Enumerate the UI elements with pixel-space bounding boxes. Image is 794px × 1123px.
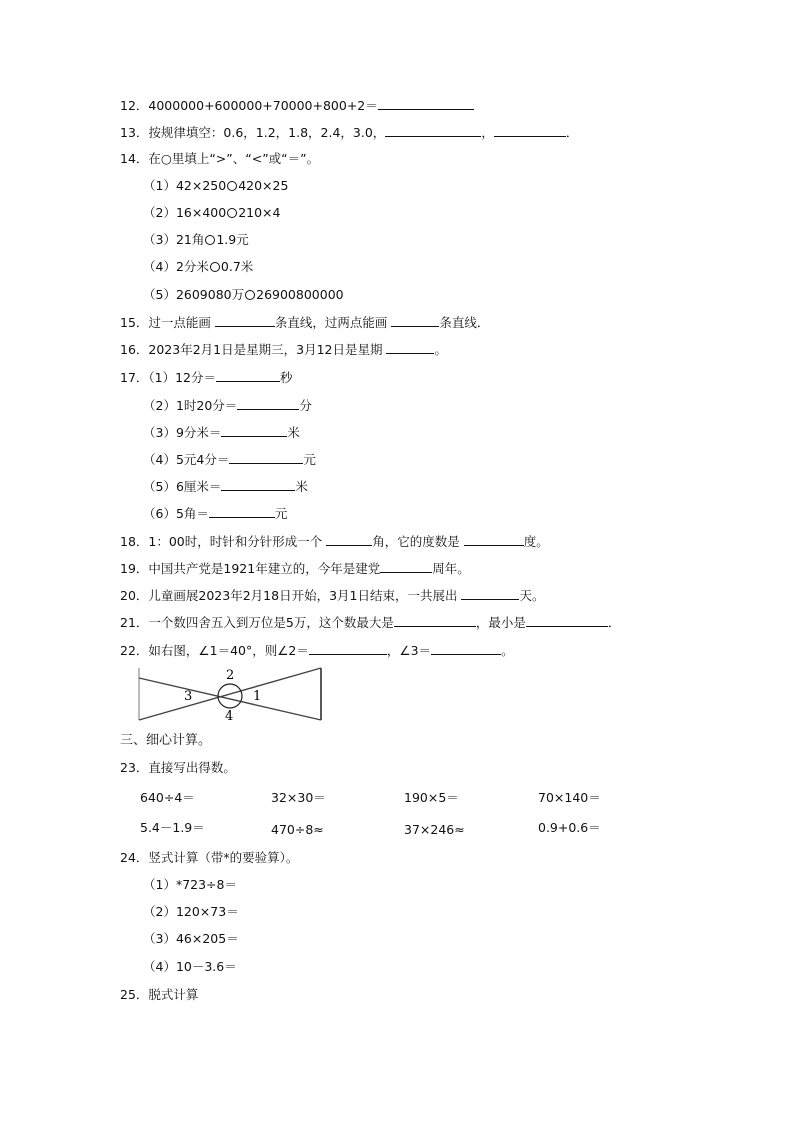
q13-end: ． — [565, 125, 579, 140]
q17-item-left: （5）6厘米＝ — [143, 479, 222, 494]
q14-item-right: 0.7米 — [220, 259, 254, 274]
q17-blank[interactable] — [237, 397, 299, 410]
q17-item-left: （6）5角＝ — [143, 506, 209, 521]
q18-blank-1[interactable] — [326, 533, 372, 546]
q18-text-a: 18．1：00时，时针和分针形成一个 — [120, 534, 327, 549]
q14-item-right: 26900800000 — [256, 287, 344, 302]
q24-item: （3）46×205＝ — [143, 931, 239, 946]
q17-blank[interactable] — [216, 369, 280, 382]
q22-text-c: 。 — [501, 643, 514, 658]
q23-title: 23．直接写出得数。 — [120, 760, 236, 775]
q21-blank-1[interactable] — [394, 614, 476, 627]
q17-item-left: 17．（1）12分＝ — [120, 370, 217, 385]
compare-circle[interactable] — [227, 181, 237, 191]
q14-text: 14．在○里填上“>”、“<”或“＝”。 — [120, 151, 320, 166]
q13-blank-2[interactable] — [494, 124, 566, 137]
question-18 — [120, 533, 549, 550]
compare-circle[interactable] — [227, 208, 237, 218]
q14-item-left: （1）42×250 — [143, 178, 227, 193]
question-21 — [120, 614, 620, 631]
calc-item: 0.9+0.6＝ — [538, 820, 601, 835]
q14-item — [143, 287, 344, 303]
q20-blank[interactable] — [461, 587, 519, 600]
compare-circle[interactable] — [245, 290, 255, 300]
q19-blank[interactable] — [380, 560, 432, 573]
q14-item-right: 420×25 — [238, 178, 289, 193]
q16-text-a: 16．2023年2月1日是星期三，3月12日是星期 — [120, 342, 387, 357]
q14-item — [143, 259, 253, 275]
q15-text-b: 条直线，过两点能画 — [274, 315, 392, 330]
q14-item-right: 1.9元 — [216, 232, 249, 247]
q17-item-left: （4）5元4分＝ — [143, 452, 230, 467]
angle-label-3: 3 — [184, 689, 193, 704]
q17-item — [143, 424, 300, 441]
q17-item — [120, 369, 293, 386]
q15-text-a: 15．过一点能画 — [120, 315, 215, 330]
q25-title: 25．脱式计算 — [120, 987, 199, 1002]
q14-item-left: （4）2分米 — [143, 259, 209, 274]
calc-item: 640÷4＝ — [140, 790, 195, 805]
calc-item: 37×246≈ — [404, 822, 465, 837]
q21-text-a: 21．一个数四舍五入到万位是5万，这个数最大是 — [120, 615, 394, 630]
q14-item-left: （3）21角 — [143, 232, 205, 247]
compare-circle[interactable] — [205, 235, 215, 245]
q14-item — [143, 205, 281, 221]
q20-text-b: 天。 — [519, 588, 545, 603]
q15-blank-2[interactable] — [391, 314, 439, 327]
q13-sep: ， — [481, 125, 494, 140]
q17-item-right: 元 — [303, 452, 316, 467]
question-14 — [120, 151, 319, 167]
q13-text: 13．按规律填空：0.6，1.2，1.8，2.4，3.0， — [120, 125, 386, 140]
q15-text-c: 条直线． — [439, 315, 490, 330]
calc-item: 70×140＝ — [538, 790, 601, 805]
q17-blank[interactable] — [229, 451, 303, 464]
q17-blank[interactable] — [221, 478, 295, 491]
calc-item: 32×30＝ — [271, 790, 326, 805]
q17-item-left: （2）1时20分＝ — [143, 398, 238, 413]
question-15 — [120, 314, 489, 331]
compare-circle[interactable] — [210, 262, 220, 272]
q18-text-b: 角，它的度数是 — [372, 534, 464, 549]
q14-item-left: （5）2609080万 — [143, 287, 245, 302]
q24-item: （1）*723÷8＝ — [143, 877, 237, 892]
calc-item: 470÷8≈ — [271, 822, 324, 837]
q18-blank-2[interactable] — [464, 533, 524, 546]
calc-item: 190×5＝ — [404, 790, 459, 805]
q17-item — [143, 478, 308, 495]
q17-item-right: 元 — [274, 506, 288, 521]
q14-item-right: 210×4 — [238, 205, 281, 220]
angle-figure — [137, 666, 325, 722]
q22-text-a: 22．如右图，∠1＝40°，则∠2＝ — [120, 643, 309, 658]
q17-item — [143, 397, 312, 414]
q24-item: （4）10－3.6＝ — [143, 959, 237, 974]
angle-label-1: 1 — [253, 689, 262, 704]
q12-answer-blank[interactable] — [378, 97, 474, 110]
q17-item-left: （3）9分米＝ — [143, 425, 222, 440]
q21-text-c: ． — [607, 615, 621, 630]
q22-blank-1[interactable] — [309, 642, 387, 655]
q16-text-b: 。 — [434, 342, 447, 357]
question-12 — [120, 97, 474, 114]
q17-blank[interactable] — [209, 505, 275, 518]
q15-blank-1[interactable] — [215, 314, 275, 327]
question-13 — [120, 124, 578, 141]
question-19 — [120, 560, 470, 577]
question-22 — [120, 642, 514, 659]
q22-blank-2[interactable] — [431, 642, 501, 655]
section-title: 三、细心计算。 — [120, 733, 212, 748]
q17-item-right: 秒 — [280, 370, 293, 385]
q20-text-a: 20．儿童画展2023年2月18日开始，3月1日结束，一共展出 — [120, 588, 462, 603]
q21-text-b: ，最小是 — [475, 615, 526, 630]
angle-label-2: 2 — [226, 668, 235, 683]
question-16 — [120, 341, 447, 358]
q19-text-a: 19．中国共产党是1921年建立的，今年是建党 — [120, 561, 381, 576]
calc-item: 5.4－1.9＝ — [140, 820, 205, 835]
q24-title: 24．竖式计算（带*的要验算）。 — [120, 850, 299, 865]
q18-text-c: 度。 — [523, 534, 549, 549]
q17-blank[interactable] — [221, 424, 287, 437]
q17-item-right: 米 — [295, 479, 308, 494]
q21-blank-2[interactable] — [526, 614, 608, 627]
q17-item-right: 米 — [287, 425, 300, 440]
q22-text-b: ，∠3＝ — [386, 643, 432, 658]
q17-item — [143, 451, 316, 468]
question-20 — [120, 587, 544, 604]
angle-label-4: 4 — [225, 709, 234, 722]
q17-item — [143, 505, 287, 522]
q14-item — [143, 232, 249, 248]
q24-item: （2）120×73＝ — [143, 904, 239, 919]
q17-item-right: 分 — [299, 398, 312, 413]
q19-text-b: 周年。 — [432, 561, 470, 576]
q12-text: 12．4000000+600000+70000+800+2＝ — [120, 98, 378, 113]
q14-item — [143, 178, 288, 194]
q14-item-left: （2）16×400 — [143, 205, 227, 220]
q16-blank[interactable] — [386, 341, 434, 354]
q13-blank-1[interactable] — [385, 124, 481, 137]
